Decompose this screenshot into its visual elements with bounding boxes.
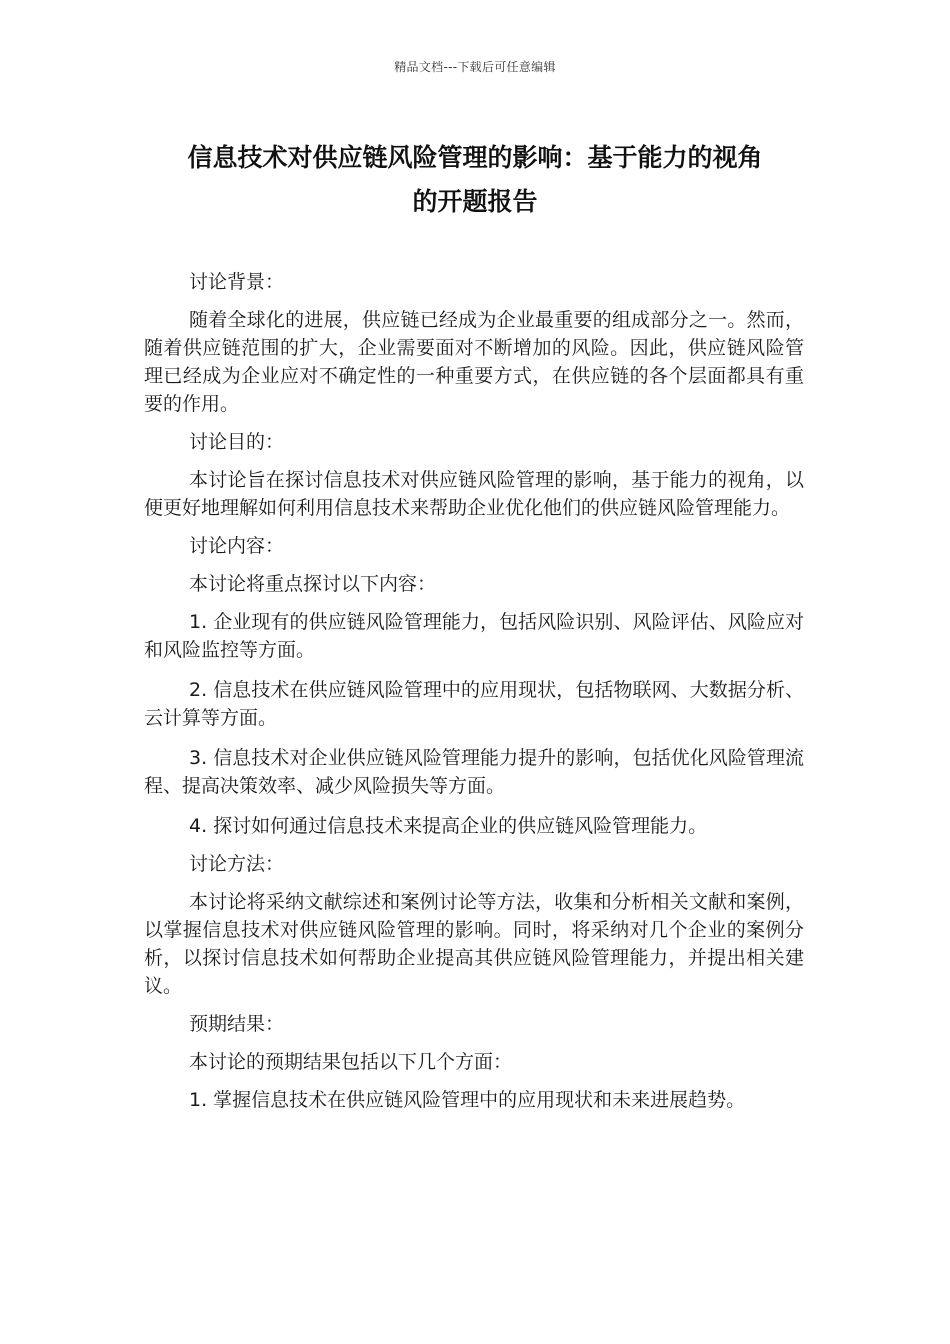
paragraph-purpose: 本讨论旨在探讨信息技术对供应链风险管理的影响，基于能力的视角，以便更好地理解如何利用信息技术来帮助企业优化他们的供应链风险管理能力。 [144, 469, 804, 519]
title-line-2: 的开题报告 [412, 187, 538, 216]
list-item-content-3: 3. 信息技术对企业供应链风险管理能力提升的影响，包括优化风险管理流程、提高决策效率、减少风险损失等方面。 [144, 747, 804, 797]
list-item-content-1: 1. 企业现有的供应链风险管理能力，包括风险识别、风险评估、风险应对和风险监控等方面。 [144, 611, 804, 661]
paragraph-content-intro: 本讨论将重点探讨以下内容： [189, 573, 437, 595]
section-heading-purpose: 讨论目的： [189, 431, 285, 453]
paragraph-method: 本讨论将采纳文献综述和案例讨论等方法，收集和分析相关文献和案例，以掌握信息技术对供应链风险管理的影响。同时，将采纳对几个企业的案例分析，以探讨信息技术如何帮助企业提高其供应链风险管理能力，并提出相关建议。 [144, 891, 804, 997]
list-item-results-1: 1. 掌握信息技术在供应链风险管理中的应用现状和未来进展趋势。 [189, 1089, 746, 1111]
document-title [130, 136, 820, 224]
section-heading-results: 预期结果： [189, 1013, 285, 1035]
section-heading-method: 讨论方法： [189, 853, 285, 875]
paragraph-background: 随着全球化的进展，供应链已经成为企业最重要的组成部分之一。然而，随着供应链范围的扩大，企业需要面对不断增加的风险。因此，供应链风险管理已经成为企业应对不确定性的一种重要方式，在供应链的各个层面都具有重要的作用。 [144, 309, 804, 415]
section-heading-background: 讨论背景： [189, 271, 285, 293]
document-body [144, 268, 804, 1124]
paragraph-results-intro: 本讨论的预期结果包括以下几个方面： [189, 1051, 513, 1073]
section-heading-content: 讨论内容： [189, 535, 285, 557]
list-item-content-4: 4. 探讨如何通过信息技术来提高企业的供应链风险管理能力。 [189, 815, 708, 837]
header-note: 精品文档---下载后可任意编辑 [394, 60, 556, 74]
list-item-content-2: 2. 信息技术在供应链风险管理中的应用现状，包括物联网、大数据分析、云计算等方面。 [144, 679, 804, 729]
title-line-1: 信息技术对供应链风险管理的影响：基于能力的视角 [187, 143, 763, 172]
